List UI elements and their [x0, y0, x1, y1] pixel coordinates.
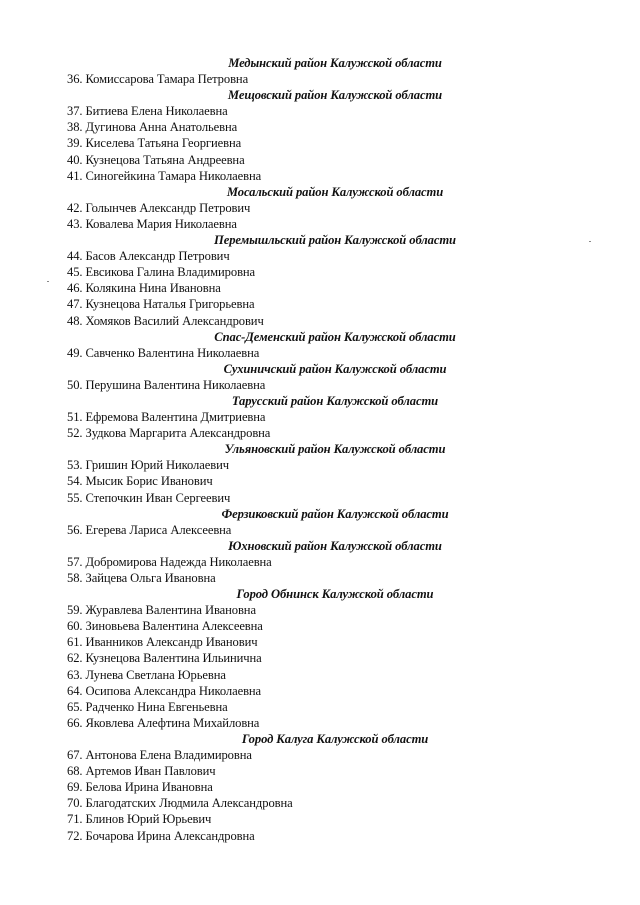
section-heading: Юхновский район Калужской области: [228, 538, 442, 553]
section-heading: Медынский район Калужской области: [228, 56, 442, 70]
list-item: 39. Киселева Татьяна Георгиевна: [67, 136, 242, 151]
scan-speck: [47, 281, 49, 282]
section-heading: Ульяновский район Калужской области: [224, 442, 446, 457]
list-item: 63. Лунева Светлана Юрьевна: [67, 667, 226, 682]
section-heading: Спас-Деменский район Калужской области: [214, 329, 456, 344]
section-heading: Мещовский район Калужской области: [227, 88, 443, 103]
list-item: 57. Добромирова Надежда Николаевна: [67, 554, 272, 569]
list-item: 48. Хомяков Василий Александрович: [67, 313, 264, 328]
list-item: 49. Савченко Валентина Николаевна: [67, 345, 260, 360]
list-item: 47. Кузнецова Наталья Григорьевна: [67, 297, 255, 312]
list-item: 70. Благодатских Людмила Александровна: [67, 796, 293, 811]
list-item: 59. Журавлева Валентина Ивановна: [67, 603, 256, 618]
section-heading: Сухиничский район Калужской области: [223, 361, 447, 376]
list-item: 38. Дугинова Анна Анатольевна: [67, 120, 238, 135]
list-item: 45. Евсикова Галина Владимировна: [67, 265, 256, 280]
list-item: 67. Антонова Елена Владимировна: [67, 748, 252, 763]
list-item: 71. Блинов Юрий Юрьевич: [67, 812, 212, 827]
list-item: 42. Голынчев Александр Петрович: [67, 200, 251, 215]
list-item: 69. Белова Ирина Ивановна: [67, 780, 213, 795]
list-item: 52. Зудкова Маргарита Александровна: [67, 426, 271, 441]
list-item: 36. Комиссарова Тамара Петровна: [67, 72, 249, 87]
list-item: 46. Колякина Нина Ивановна: [67, 281, 221, 296]
scan-speck: [589, 241, 591, 242]
section-heading: Мосальский район Калужской области: [226, 184, 444, 199]
list-item: 43. Ковалева Мария Николаевна: [67, 216, 237, 231]
list-item: 61. Иванников Александр Иванович: [67, 635, 258, 650]
document-page: [0, 55, 640, 844]
list-item: 50. Перушина Валентина Николаевна: [67, 377, 266, 392]
list-item: 72. Бочарова Ирина Александровна: [67, 828, 255, 843]
list-item: 54. Мысик Борис Иванович: [67, 474, 213, 489]
section-heading: Ферзиковский район Калужской области: [221, 506, 449, 521]
section-heading: Тарусский район Калужской области: [231, 393, 439, 408]
list-item: 41. Синогейкина Тамара Николаевна: [67, 168, 262, 183]
list-item: 44. Басов Александр Петрович: [67, 249, 230, 264]
list-item: 68. Артемов Иван Павлович: [67, 764, 216, 779]
list-item: 37. Битиева Елена Николаевна: [67, 104, 228, 119]
list-item: 66. Яковлева Алефтина Михайловна: [67, 715, 260, 730]
list-item: 40. Кузнецова Татьяна Андреевна: [67, 152, 245, 167]
list-item: 62. Кузнецова Валентина Ильинична: [67, 651, 262, 666]
section-heading: Город Калуга Калужской области: [241, 731, 429, 746]
list-item: 56. Егерева Лариса Алексеевна: [67, 522, 232, 537]
list-item: 51. Ефремова Валентина Дмитриевна: [67, 410, 266, 425]
list-item: 58. Зайцева Ольга Ивановна: [67, 571, 216, 585]
list-item: 65. Радченко Нина Евгеньевна: [67, 699, 228, 714]
section-heading: Перемышльский район Калужской области: [214, 233, 456, 248]
list-item: 55. Степочкин Иван Сергеевич: [67, 490, 231, 505]
list-item: 60. Зиновьева Валентина Алексеевна: [67, 619, 263, 634]
section-heading: Город Обнинск Калужской области: [236, 587, 434, 602]
list-item: 64. Осипова Александра Николаевна: [67, 683, 262, 698]
list-item: 53. Гришин Юрий Николаевич: [67, 458, 229, 473]
